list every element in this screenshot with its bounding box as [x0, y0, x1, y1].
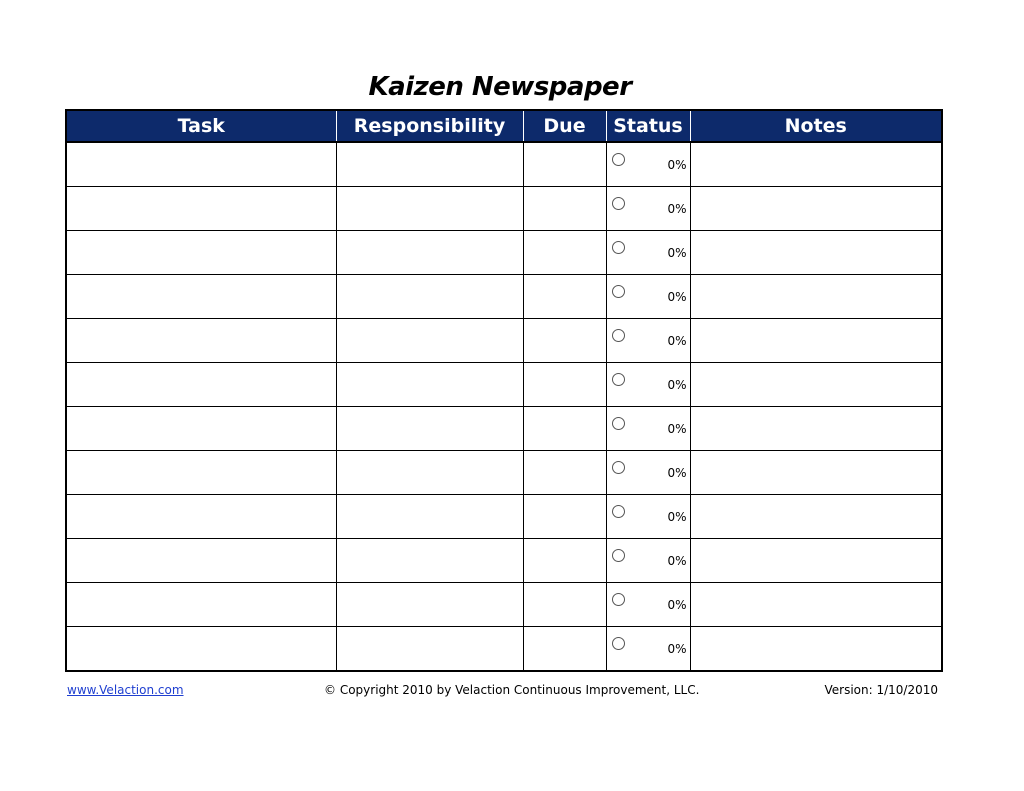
due-cell[interactable]: [523, 187, 606, 231]
notes-cell[interactable]: [690, 495, 942, 539]
status-cell: [606, 275, 690, 319]
task-cell[interactable]: [66, 583, 336, 627]
responsibility-cell[interactable]: [336, 363, 523, 407]
table-row: [66, 407, 942, 451]
status-cell: [606, 627, 690, 672]
status-percent: 0%: [667, 377, 687, 392]
column-header-due: Due: [523, 110, 606, 142]
due-cell[interactable]: [523, 407, 606, 451]
task-cell[interactable]: [66, 187, 336, 231]
due-cell[interactable]: [523, 319, 606, 363]
responsibility-cell[interactable]: [336, 539, 523, 583]
status-cell: [606, 495, 690, 539]
table-row: [66, 319, 942, 363]
responsibility-cell[interactable]: [336, 142, 523, 187]
status-percent: 0%: [667, 553, 687, 568]
notes-cell[interactable]: [690, 142, 942, 187]
column-header-status: Status: [606, 110, 690, 142]
status-percent: 0%: [667, 509, 687, 524]
responsibility-cell[interactable]: [336, 275, 523, 319]
notes-cell[interactable]: [690, 627, 942, 672]
task-cell[interactable]: [66, 319, 336, 363]
status-cell: [606, 187, 690, 231]
due-cell[interactable]: [523, 142, 606, 187]
status-cell: [606, 363, 690, 407]
notes-cell[interactable]: [690, 539, 942, 583]
status-cell: [606, 407, 690, 451]
kaizen-table: [65, 109, 943, 672]
empty-circle-icon: [612, 505, 625, 518]
task-cell[interactable]: [66, 231, 336, 275]
status-percent: 0%: [667, 597, 687, 612]
empty-circle-icon: [612, 285, 625, 298]
website-link[interactable]: www.Velaction.com: [67, 683, 184, 697]
table-row: [66, 275, 942, 319]
status-percent: 0%: [667, 421, 687, 436]
due-cell[interactable]: [523, 627, 606, 672]
status-cell: [606, 451, 690, 495]
due-cell[interactable]: [523, 231, 606, 275]
status-percent: 0%: [667, 289, 687, 304]
due-cell[interactable]: [523, 583, 606, 627]
notes-cell[interactable]: [690, 407, 942, 451]
responsibility-cell[interactable]: [336, 231, 523, 275]
due-cell[interactable]: [523, 451, 606, 495]
responsibility-cell[interactable]: [336, 407, 523, 451]
status-cell: [606, 539, 690, 583]
task-cell[interactable]: [66, 142, 336, 187]
empty-circle-icon: [612, 153, 625, 166]
task-cell[interactable]: [66, 627, 336, 672]
due-cell[interactable]: [523, 539, 606, 583]
task-cell[interactable]: [66, 451, 336, 495]
table-row: [66, 231, 942, 275]
table-row: [66, 187, 942, 231]
responsibility-cell[interactable]: [336, 187, 523, 231]
copyright-text: © Copyright 2010 by Velaction Continuous Improvement, LLC.: [324, 683, 700, 697]
status-percent: 0%: [667, 333, 687, 348]
table-row: [66, 142, 942, 187]
status-cell: [606, 583, 690, 627]
notes-cell[interactable]: [690, 275, 942, 319]
empty-circle-icon: [612, 197, 625, 210]
task-cell[interactable]: [66, 539, 336, 583]
status-percent: 0%: [667, 641, 687, 656]
notes-cell[interactable]: [690, 583, 942, 627]
column-header-notes: Notes: [690, 110, 942, 142]
task-cell[interactable]: [66, 275, 336, 319]
status-percent: 0%: [667, 201, 687, 216]
header-row: [66, 110, 942, 142]
notes-cell[interactable]: [690, 231, 942, 275]
status-percent: 0%: [667, 465, 687, 480]
column-header-task: Task: [66, 110, 336, 142]
table-row: [66, 495, 942, 539]
column-header-responsibility: Responsibility: [336, 110, 523, 142]
table-row: [66, 451, 942, 495]
table-row: [66, 539, 942, 583]
status-cell: [606, 319, 690, 363]
empty-circle-icon: [612, 461, 625, 474]
notes-cell[interactable]: [690, 187, 942, 231]
status-percent: 0%: [667, 157, 687, 172]
page-title: Kaizen Newspaper: [368, 72, 632, 102]
due-cell[interactable]: [523, 363, 606, 407]
empty-circle-icon: [612, 637, 625, 650]
empty-circle-icon: [612, 373, 625, 386]
empty-circle-icon: [612, 417, 625, 430]
status-cell: [606, 231, 690, 275]
responsibility-cell[interactable]: [336, 319, 523, 363]
empty-circle-icon: [612, 241, 625, 254]
empty-circle-icon: [612, 329, 625, 342]
due-cell[interactable]: [523, 275, 606, 319]
table-row: [66, 627, 942, 672]
status-cell: [606, 142, 690, 187]
notes-cell[interactable]: [690, 451, 942, 495]
task-cell[interactable]: [66, 495, 336, 539]
responsibility-cell[interactable]: [336, 627, 523, 672]
due-cell[interactable]: [523, 495, 606, 539]
responsibility-cell[interactable]: [336, 495, 523, 539]
responsibility-cell[interactable]: [336, 583, 523, 627]
task-cell[interactable]: [66, 363, 336, 407]
responsibility-cell[interactable]: [336, 451, 523, 495]
task-cell[interactable]: [66, 407, 336, 451]
version-text: Version: 1/10/2010: [824, 683, 938, 697]
empty-circle-icon: [612, 549, 625, 562]
notes-cell[interactable]: [690, 319, 942, 363]
status-percent: 0%: [667, 245, 687, 260]
table-row: [66, 363, 942, 407]
table-body: [66, 142, 942, 671]
empty-circle-icon: [612, 593, 625, 606]
table-row: [66, 583, 942, 627]
notes-cell[interactable]: [690, 363, 942, 407]
